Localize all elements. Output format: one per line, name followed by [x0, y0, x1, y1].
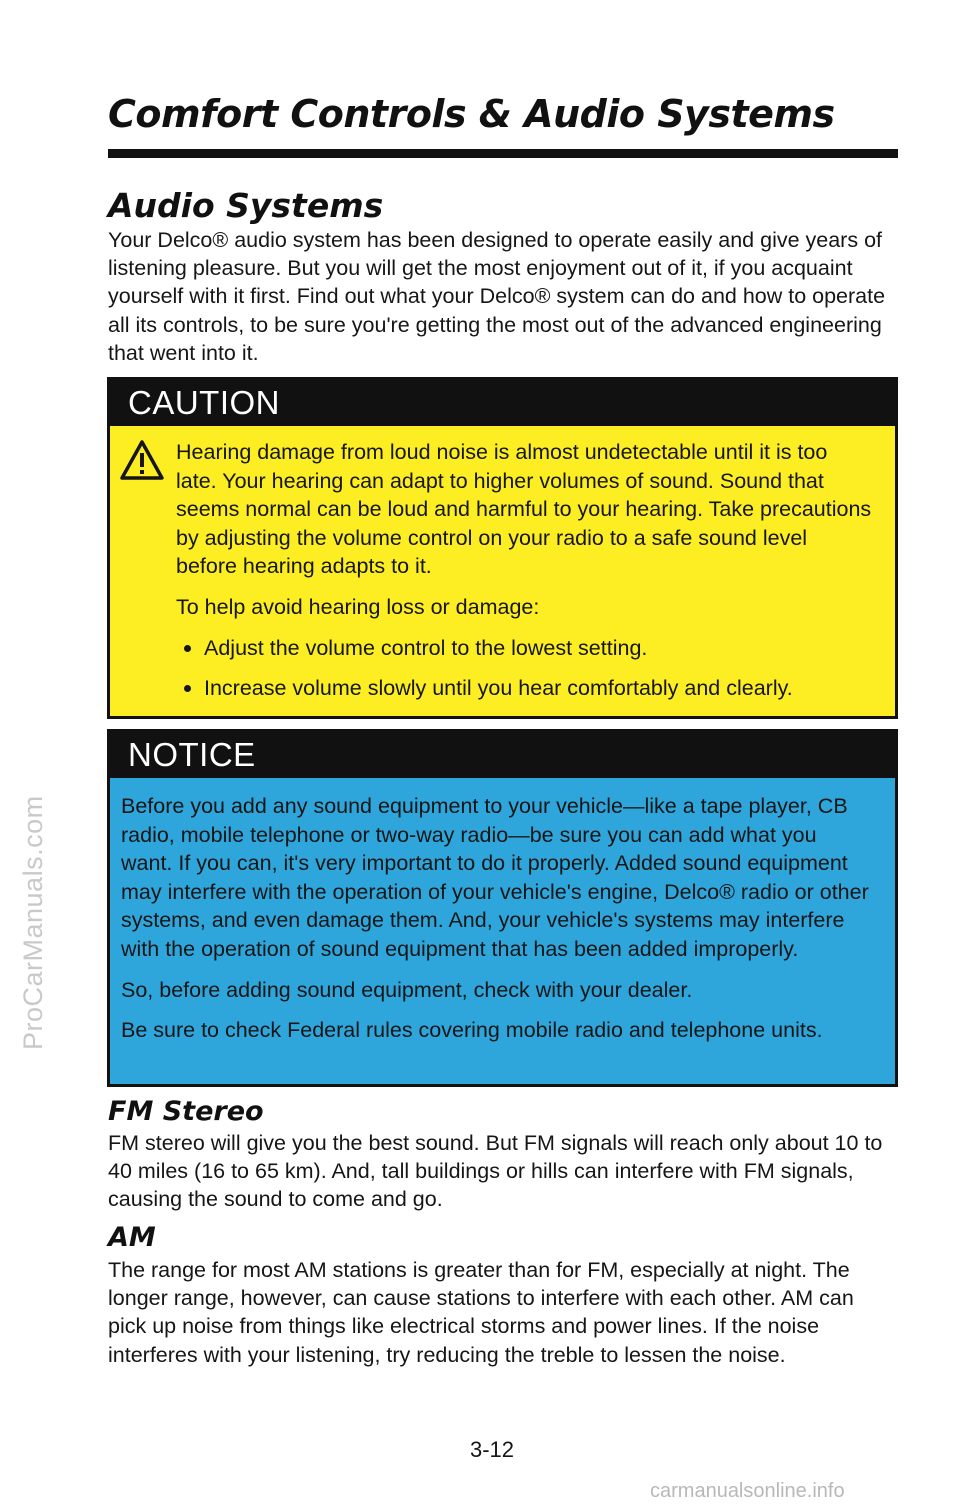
bottom-watermark: carmanualsonline.info — [650, 1480, 845, 1502]
notice-paragraph-1: Before you add any sound equipment to your vehicle—like a tape player, CB radio, mobile telephone or two-way radio—be sure you can add what you want. If you can, it's very important to do it properly. Added sound equipment may interfere with the operation of your vehicle's engine, Delco® radio or other systems, and even damage them. And, your vehicle's systems may interfere with the operation of sound equipment that has been added improperly. — [121, 794, 869, 961]
fm-stereo-heading: FM Stereo — [108, 1096, 264, 1127]
caution-paragraph: Hearing damage from loud noise is almost undetectable until it is too late. Your hearing can adapt to higher volumes of sound. Sound that seems normal can be loud and harmful to your hearing. Take precautions by adjusting the volume control on your radio to a safe sound level before hearing adapts to it. — [176, 440, 872, 579]
notice-box — [107, 729, 898, 1087]
caution-box — [107, 377, 898, 719]
fm-stereo-paragraph: FM stereo will give you the best sound. But FM signals will reach only about 10 to 40 miles (16 to 65 km). And, tall buildings or hills can interfere with FM signals, causing the sound to come and go. — [108, 1131, 883, 1212]
section-header: Comfort Controls & Audio Systems — [108, 92, 835, 136]
notice-paragraph-2: So, before adding sound equipment, check with your dealer. — [121, 977, 693, 1002]
bullet-icon — [184, 645, 191, 652]
am-paragraph: The range for most AM stations is greater than for FM, especially at night. The longer range, however, can cause stations to interfere with each other. AM can pick up noise from things like electrical storms and power lines. If the noise interferes with your listening, try reducing the treble to lessen the noise. — [108, 1258, 854, 1367]
page-number: 3-12 — [470, 1437, 515, 1462]
list-item — [204, 634, 873, 663]
list-item-text: Adjust the volume control to the lowest setting. — [204, 635, 648, 660]
notice-body — [110, 778, 895, 1045]
bullet-icon — [184, 685, 191, 692]
audio-systems-heading: Audio Systems — [108, 186, 384, 225]
caution-heading: CAUTION — [110, 380, 895, 426]
am-heading: AM — [108, 1222, 156, 1253]
notice-heading: NOTICE — [110, 732, 895, 778]
warning-triangle-icon — [120, 440, 164, 480]
side-watermark: ProCarManuals.com — [18, 795, 48, 1050]
caution-body — [110, 426, 895, 703]
list-item — [204, 674, 873, 703]
list-item-text: Increase volume slowly until you hear comfortably and clearly. — [204, 676, 793, 701]
caution-bullet-list — [176, 634, 873, 703]
notice-paragraph-3: Be sure to check Federal rules covering mobile radio and telephone units. — [121, 1018, 823, 1043]
audio-intro-paragraph: Your Delco® audio system has been designed to operate easily and give years of listening pleasure. But you will get the most enjoyment out of it, if you acquaint yourself with it first. Find out what your Delco® system can do and how to operate all its controls, to be sure you're getting the most out of the advanced engineering that went into it. — [108, 228, 886, 365]
caution-lead: To help avoid hearing loss or damage: — [176, 594, 540, 619]
header-rule — [108, 149, 898, 158]
